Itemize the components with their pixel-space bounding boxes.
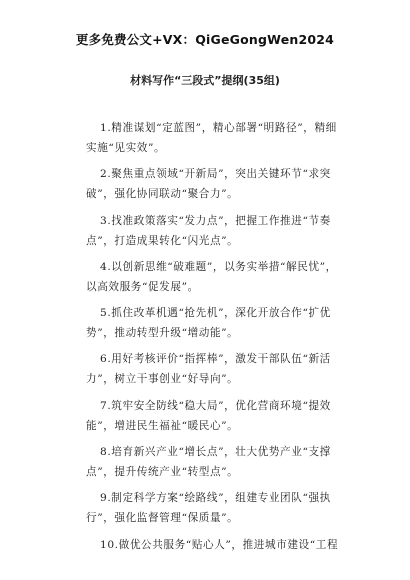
outline-item-line-2: 点”，提升传统产业“转型点”。 (86, 466, 239, 479)
outline-item-line-2: 能”，增进民生福祉“暖民心”。 (86, 419, 239, 432)
outline-list (86, 118, 352, 561)
outline-item (86, 442, 352, 482)
outline-item (86, 349, 352, 389)
outline-item-line-1: 4.以创新思维“破难题”，以务实举措“解民忧”， (100, 260, 337, 273)
outline-item-line-1: 8.培育新兴产业“增长点”，壮大优势产业“支撑 (100, 446, 331, 459)
outline-item-line-2: 点”，打造成果转化“闪光点”。 (86, 234, 239, 247)
outline-item-line-1: 5.抓住改革机遇“抢先机”，深化开放合作“扩优 (100, 307, 331, 320)
outline-item (86, 535, 352, 555)
page-header: 更多免费公文+VX：QiGeGongWen2024 (75, 32, 335, 47)
outline-item-line-2: 破”，强化协同联动“聚合力”。 (86, 188, 239, 201)
outline-item (86, 303, 352, 343)
outline-item-line-2: 力”，树立干事创业“好导向”。 (86, 373, 239, 386)
outline-item-line-1: 2.聚焦重点领域“开新局”，突出关键环节“求突 (100, 168, 331, 181)
outline-item-line-1: 1.精准谋划“定蓝图”，精心部署“明路径”，精细 (100, 122, 337, 134)
outline-item-line-2: 势”，推动转型升级“增动能”。 (86, 327, 239, 340)
outline-item-line-1: 7.筑牢安全防线“稳大局”，优化营商环境“提效 (100, 399, 331, 412)
outline-item (86, 488, 352, 528)
outline-item (86, 257, 352, 297)
outline-item-line-1: 3.找准政策落实“发力点”，把握工作推进“节奏 (100, 214, 331, 227)
outline-item (86, 211, 352, 251)
outline-item (86, 164, 352, 204)
outline-item-line-2: 以高效服务“促发展”。 (86, 280, 199, 293)
outline-item-line-1: 9.制定科学方案“绘路线”，组建专业团队“强执 (100, 492, 331, 505)
outline-item (86, 396, 352, 436)
document-title: 材料写作“三段式”提纲(35组) (130, 74, 280, 87)
outline-item (86, 118, 352, 158)
outline-item-line-1: 10.做优公共服务“贴心人”，推进城市建设“工程 (100, 538, 339, 551)
outline-item-line-1: 6.用好考核评价“指挥棒”，激发干部队伍“新活 (100, 353, 331, 366)
outline-item-line-2: 实施“见实效”。 (86, 142, 166, 154)
outline-item-line-2: 行”，强化监督管理“保质量”。 (86, 512, 239, 525)
